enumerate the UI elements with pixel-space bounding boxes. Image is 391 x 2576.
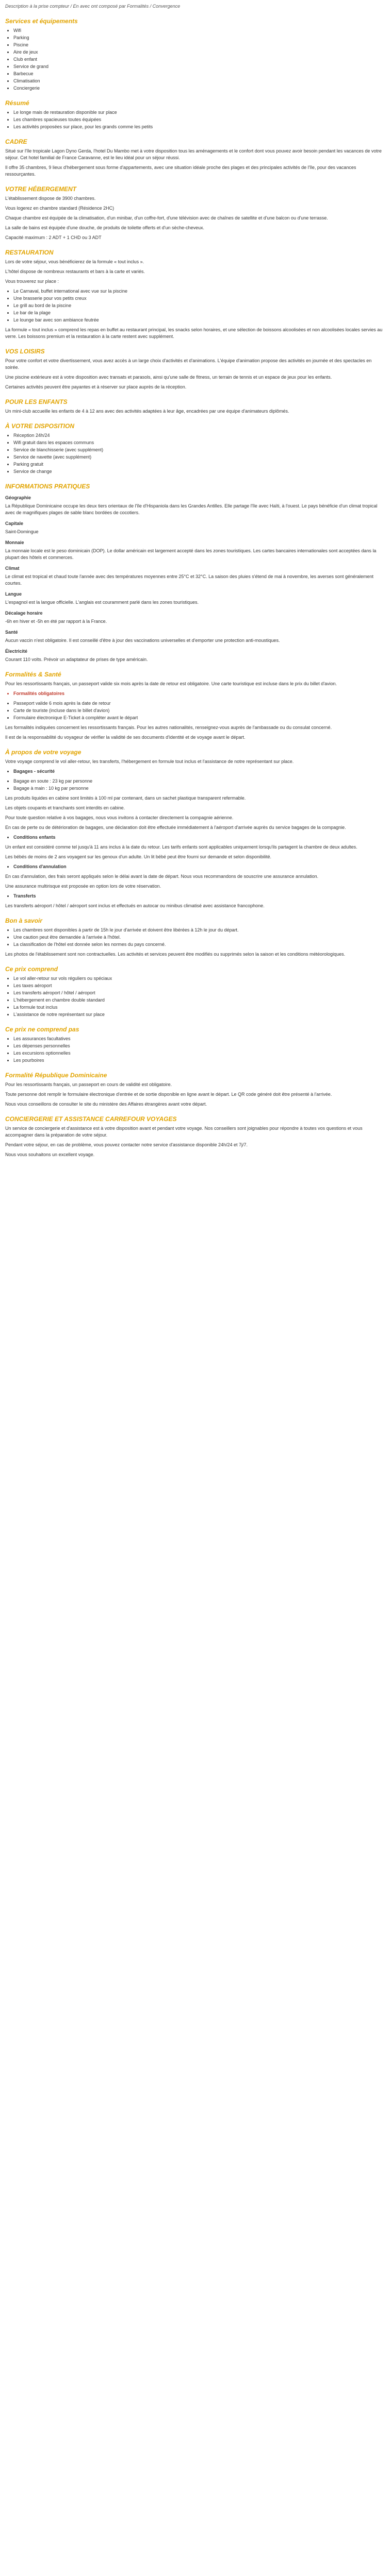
list-item: • Les pourboires — [13, 1057, 386, 1064]
hebergement-text: Chaque chambre est équipée de la climatisation, d'un minibar, d'un coffre-fort, d'une télévision avec de chaînes de satellite et d'une balcon ou d'une terrasse. — [5, 215, 328, 221]
list-item: • Barbecue — [13, 71, 386, 77]
capacity-text: Capacité maximum : 2 ADT + 1 CHD ou 3 ADT — [5, 235, 102, 240]
republique-paragraph: Nous vous conseillons de consulter le site du ministère des Affaires étrangères avant votre départ. — [5, 1101, 207, 1107]
health-title: Santé — [5, 630, 18, 635]
conciergerie-paragraph: Nous vous souhaitons un excellent voyage. — [5, 1152, 95, 1157]
disposition-title: À VOTRE DISPOSITION — [5, 422, 75, 430]
loisirs-paragraph: Certaines activités peuvent être payantes et à réserver sur place auprès de la réception. — [5, 384, 187, 389]
list-item: • Wifi gratuit dans les espaces communs — [13, 439, 386, 446]
currency-title: Monnaie — [5, 540, 24, 545]
hebergement-text: L'établissement dispose de 3900 chambres. — [5, 196, 96, 201]
cadre-paragraph: Situé sur l'île tropicale Lagon Dyno Gerda, l'hotel Du Mambo met à votre disposition tous les aménagements et le confort dont vous pouvez avoir besoin pendant les vacances de votre séjour. Cet hotel familial de France Caravanne, est le lieu idéal pour un séjour réussi. — [5, 148, 382, 160]
list-item: • Parking gratuit — [13, 461, 386, 468]
language-title: Langue — [5, 591, 22, 597]
comprend-list — [5, 975, 386, 1018]
list-item: • Conditions enfants — [13, 834, 386, 841]
cadre-paragraph: Il offre 35 chambres, 9 lieux d'hébergement sous forme d'appartements, avec une situation idéale proche des plages et des principales activités de l'île, pour des vacances ressourçantes. — [5, 165, 356, 177]
list-item: • Le longe mais de restauration disponible sur place — [13, 109, 386, 116]
insurance-paragraph: Une assurance multirisque est proposée en option lors de votre réservation. — [5, 884, 161, 889]
kids-title: POUR LES ENFANTS — [5, 398, 68, 405]
list-item: • La formule tout inclus — [13, 1004, 386, 1011]
republique-paragraph: Pour les ressortissants français, un passeport en cours de validité est obligatoire. — [5, 1082, 172, 1087]
list-item: • Transferts — [13, 893, 386, 900]
list-item: • Réception 24h/24 — [13, 432, 386, 439]
bagages-list — [5, 778, 386, 792]
formalites-paragraph: Il est de la responsabilité du voyageur de vérifier la validité de ses documents d'identité et de voyage avant le départ. — [5, 735, 246, 740]
list-item: • Le bar de la plage — [13, 310, 386, 316]
climate-title: Climat — [5, 566, 20, 571]
climate-paragraph: Le climat est tropical et chaud toute l'année avec des températures moyennes entre 25°C et 32°C. La saison des pluies s'étend de mai à novembre, les averses sont généralement courtes. — [5, 574, 374, 586]
list-item: • Les transferts aéroport / hôtel / aéroport — [13, 990, 386, 996]
list-item: • Les taxes aéroport — [13, 982, 386, 989]
page — [0, 0, 391, 1172]
list-item: • Club enfant — [13, 56, 386, 63]
intro-text: Description à la prise compteur / En avec ont composé par Formalités / Convergence — [5, 4, 181, 9]
list-item: • Passeport valide 6 mois après la date de retour — [13, 700, 386, 707]
resume-title: Résumé — [5, 99, 29, 107]
list-item: • Wifi — [13, 27, 386, 34]
geo-paragraph: La République Dominicaine occupe les deux tiers orientaux de l'île d'Hispaniola dans les Grandes Antilles. Elle partage l'île avec Haïti, à l'ouest. Le pays bénéficie d'un climat tropical avec de magnifiques plages de sable blanc bordées de cocotiers. — [5, 503, 378, 515]
bon-savoir-paragraph: Les photos de l'établissement sont non contractuelles. Les activités et services peuvent être modifiés ou supprimés selon la saison et les conditions météorologiques. — [5, 952, 346, 957]
list-item: • Les assurances facultatives — [13, 1036, 386, 1042]
geo-title: Géographie — [5, 495, 31, 500]
ne-comprend-list — [5, 1036, 386, 1064]
list-item: • La classification de l'hôtel est donnée selon les normes du pays concerné. — [13, 941, 386, 948]
list-item: • Conditions d'annulation — [13, 863, 386, 870]
time-title: Décalage horaire — [5, 611, 43, 616]
list-item: • Piscine — [13, 42, 386, 48]
list-item: • Climatisation — [13, 78, 386, 84]
health-paragraph: Aucun vaccin n'est obligatoire. Il est conseillé d'être à jour des vaccinations universelles et d'emporter une protection anti-moustiques. — [5, 638, 280, 643]
services-list — [5, 27, 386, 92]
conciergerie-paragraph: Pendant votre séjour, en cas de problème, vous pouvez contacter notre service d'assistance disponible 24h/24 et 7j/7. — [5, 1142, 248, 1147]
list-item: • L'hébergement en chambre double standard — [13, 997, 386, 1004]
list-item: • Aire de jeux — [13, 49, 386, 56]
bon-savoir-title: Bon à savoir — [5, 917, 43, 924]
loisirs-paragraph: Une piscine extérieure est à votre disposition avec transats et parasols, ainsi qu'une salle de fitness, un terrain de tennis et un espace de jeux pour les enfants. — [5, 375, 332, 380]
list-item: • Service de grand — [13, 63, 386, 70]
cadre-title: CADRE — [5, 138, 27, 145]
list-item: • L'assistance de notre représentant sur place — [13, 1011, 386, 1018]
republique-title: Formalité République Dominicaine — [5, 1072, 107, 1079]
prix-paragraph: Votre voyage comprend le vol aller-retour, les transferts, l'hébergement en formule tout inclus et l'assistance de notre représentant sur place. — [5, 759, 294, 764]
time-text: -6h en hiver et -5h en été par rapport à la France. — [5, 619, 107, 624]
list-item: • Les excursions optionnelles — [13, 1050, 386, 1057]
restauration-text: L'hôtel dispose de nombreux restaurants et bars à la carte et variés. — [5, 269, 145, 274]
list-item: • Le vol aller-retour sur vols réguliers ou spéciaux — [13, 975, 386, 982]
formalites-items — [5, 700, 386, 721]
bagages-list-title — [5, 768, 386, 775]
list-item: • Les activités proposées sur place, pour les grands comme les petits — [13, 124, 386, 130]
list-item: • Une brasserie pour vos petits creux — [13, 295, 386, 302]
hebergement-text: La salle de bains est équipée d'une douche, de produits de toilette offerts et d'un sèche-cheveux. — [5, 225, 205, 230]
list-item: • Les chambres spacieuses toutes équipées — [13, 116, 386, 123]
list-item: • Service de blanchisserie (avec supplément) — [13, 447, 386, 453]
list-item: • Formulaire électronique E-Ticket à compléter avant le départ — [13, 715, 386, 721]
formalites-paragraph: Les formalités indiquées concernent les ressortissants français. Pour les autres nationalités, renseignez-vous auprès de l'ambassade ou du consulat concerné. — [5, 725, 332, 730]
kids-paragraph: Un mini-club accueille les enfants de 4 à 12 ans avec des activités adaptées à leur âge, encadrées par une équipe d'animateurs diplômés. — [5, 409, 289, 414]
comprend-title: Ce prix comprend — [5, 965, 58, 973]
services-title: Services et équipements — [5, 18, 78, 25]
formalites-warning: • Formalités obligatoires — [13, 690, 386, 697]
transfer-list — [5, 893, 386, 900]
cancel-paragraph: En cas d'annulation, des frais seront appliqués selon le délai avant la date de départ. Nous vous recommandons de souscrire une assurance annulation. — [5, 874, 319, 879]
prix-title: À propos de votre voyage — [5, 749, 82, 756]
republique-paragraph: Toute personne doit remplir le formulaire électronique d'entrée et de sortie disponible en ligne avant le départ. Le QR code généré doit être présenté à l'arrivée. — [5, 1092, 332, 1097]
restauration-list — [5, 288, 386, 324]
child-list — [5, 834, 386, 841]
restauration-text: Lors de votre séjour, vous bénéficierez de la formule « tout inclus ». — [5, 259, 144, 264]
child-paragraph: Un enfant est considéré comme tel jusqu'à 11 ans inclus à la date du retour. Les tarifs enfants sont applicables uniquement lorsqu'ils partagent la chambre de deux adultes. — [5, 844, 357, 850]
formalites-list — [5, 690, 386, 697]
cancel-list — [5, 863, 386, 870]
list-item: • Bagage en soute : 23 kg par personne — [13, 778, 386, 785]
bebe-paragraph: Les bébés de moins de 2 ans voyagent sur les genoux d'un adulte. Un lit bébé peut être fourni sur demande et selon disponibilité. — [5, 854, 272, 859]
list-item: • Le Carnaval, buffet international avec vue sur la piscine — [13, 288, 386, 295]
prix-paragraph: En cas de perte ou de détérioration de bagages, une déclaration doit être effectuée immédiatement à l'aéroport d'arrivée auprès du service bagages de la compagnie. — [5, 825, 346, 830]
language-text: L'espagnol est la langue officielle. L'anglais est couramment parlé dans les zones touristiques. — [5, 600, 199, 605]
prix-paragraph: Les produits liquides en cabine sont limités à 100 ml par contenant, dans un sachet plastique transparent refermable. — [5, 795, 246, 801]
ne-comprend-title: Ce prix ne comprend pas — [5, 1026, 79, 1033]
infos-title: INFORMATIONS PRATIQUES — [5, 483, 90, 490]
electric-text: Courant 110 volts. Prévoir un adaptateur de prises de type américain. — [5, 657, 148, 662]
disposition-list — [5, 432, 386, 475]
list-item: • Les dépenses personnelles — [13, 1043, 386, 1049]
currency-paragraph: La monnaie locale est le peso dominicain (DOP). Le dollar américain est largement accepté dans les zones touristiques. Les cartes bancaires internationales sont acceptées dans la plupart des hôtels et commerces. — [5, 548, 377, 560]
list-item: • Le lounge bar avec son ambiance feutrée — [13, 317, 386, 324]
formalites-paragraph: Pour les ressortissants français, un passeport valide six mois après la date de retour est obligatoire. Une carte touristique est incluse dans le prix du billet d'avion. — [5, 681, 337, 686]
bon-savoir-list — [5, 927, 386, 948]
list-item: • Carte de touriste (incluse dans le billet d'avion) — [13, 707, 386, 714]
list-item: • Conciergerie — [13, 85, 386, 92]
list-item: • Service de change — [13, 468, 386, 475]
restauration-paragraph: La formule « tout inclus » comprend les repas en buffet au restaurant principal, les snacks selon horaires, et une sélection de boissons alcoolisées et non alcoolisées locales servies au verre. Les boissons premium et la restauration à la carte restent avec supplément. — [5, 327, 383, 339]
list-item: • Service de navette (avec supplément) — [13, 454, 386, 461]
list-item: • Une caution peut être demandée à l'arrivée à l'hôtel. — [13, 934, 386, 941]
resume-list — [5, 109, 386, 130]
prix-paragraph: Pour toute question relative à vos bagages, nous vous invitons à contacter directement la compagnie aérienne. — [5, 815, 234, 820]
loisirs-title: VOS LOISIRS — [5, 348, 45, 355]
formalites-title: Formalités & Santé — [5, 671, 61, 678]
electric-title: Électricité — [5, 649, 28, 654]
restauration-text: Vous trouverez sur place : — [5, 279, 59, 284]
list-item: • Bagage à main : 10 kg par personne — [13, 785, 386, 792]
capitale-text: Saint-Domingue — [5, 529, 39, 534]
transfer-paragraph: Les transferts aéroport / hôtel / aéroport sont inclus et effectués en autocar ou minibus climatisé avec assistance francophone. — [5, 903, 265, 908]
conciergerie-paragraph: Un service de conciergerie et d'assistance est à votre disposition avant et pendant votre voyage. Nos conseillers sont joignables pour répondre à toutes vos questions et vous accompagner dans la préparation de votre séjour. — [5, 1126, 363, 1138]
hebergement-title: VOTRE HÉBERGEMENT — [5, 185, 77, 193]
hebergement-text: Vous logerez en chambre standard (Résidence 2HC) — [5, 206, 115, 211]
conciergerie-title: CONCIERGERIE ET ASSISTANCE CARREFOUR VOYAGES — [5, 1115, 177, 1123]
prix-paragraph: Les objets coupants et tranchants sont interdits en cabine. — [5, 805, 125, 810]
list-item: • Parking — [13, 35, 386, 41]
capitale-title: Capitale — [5, 521, 24, 526]
list-item: • Bagages - sécurité — [13, 768, 386, 775]
restauration-title: RESTAURATION — [5, 249, 54, 256]
list-item: • Les chambres sont disponibles à partir de 15h le jour d'arrivée et doivent être libérées à 12h le jour du départ. — [13, 927, 386, 934]
list-item: • Le grill au bord de la piscine — [13, 302, 386, 309]
loisirs-paragraph: Pour votre confort et votre divertissement, vous avez accès à un large choix d'activités et d'animations. L'équipe d'animation propose des activités en journée et des spectacles en soirée. — [5, 358, 372, 370]
